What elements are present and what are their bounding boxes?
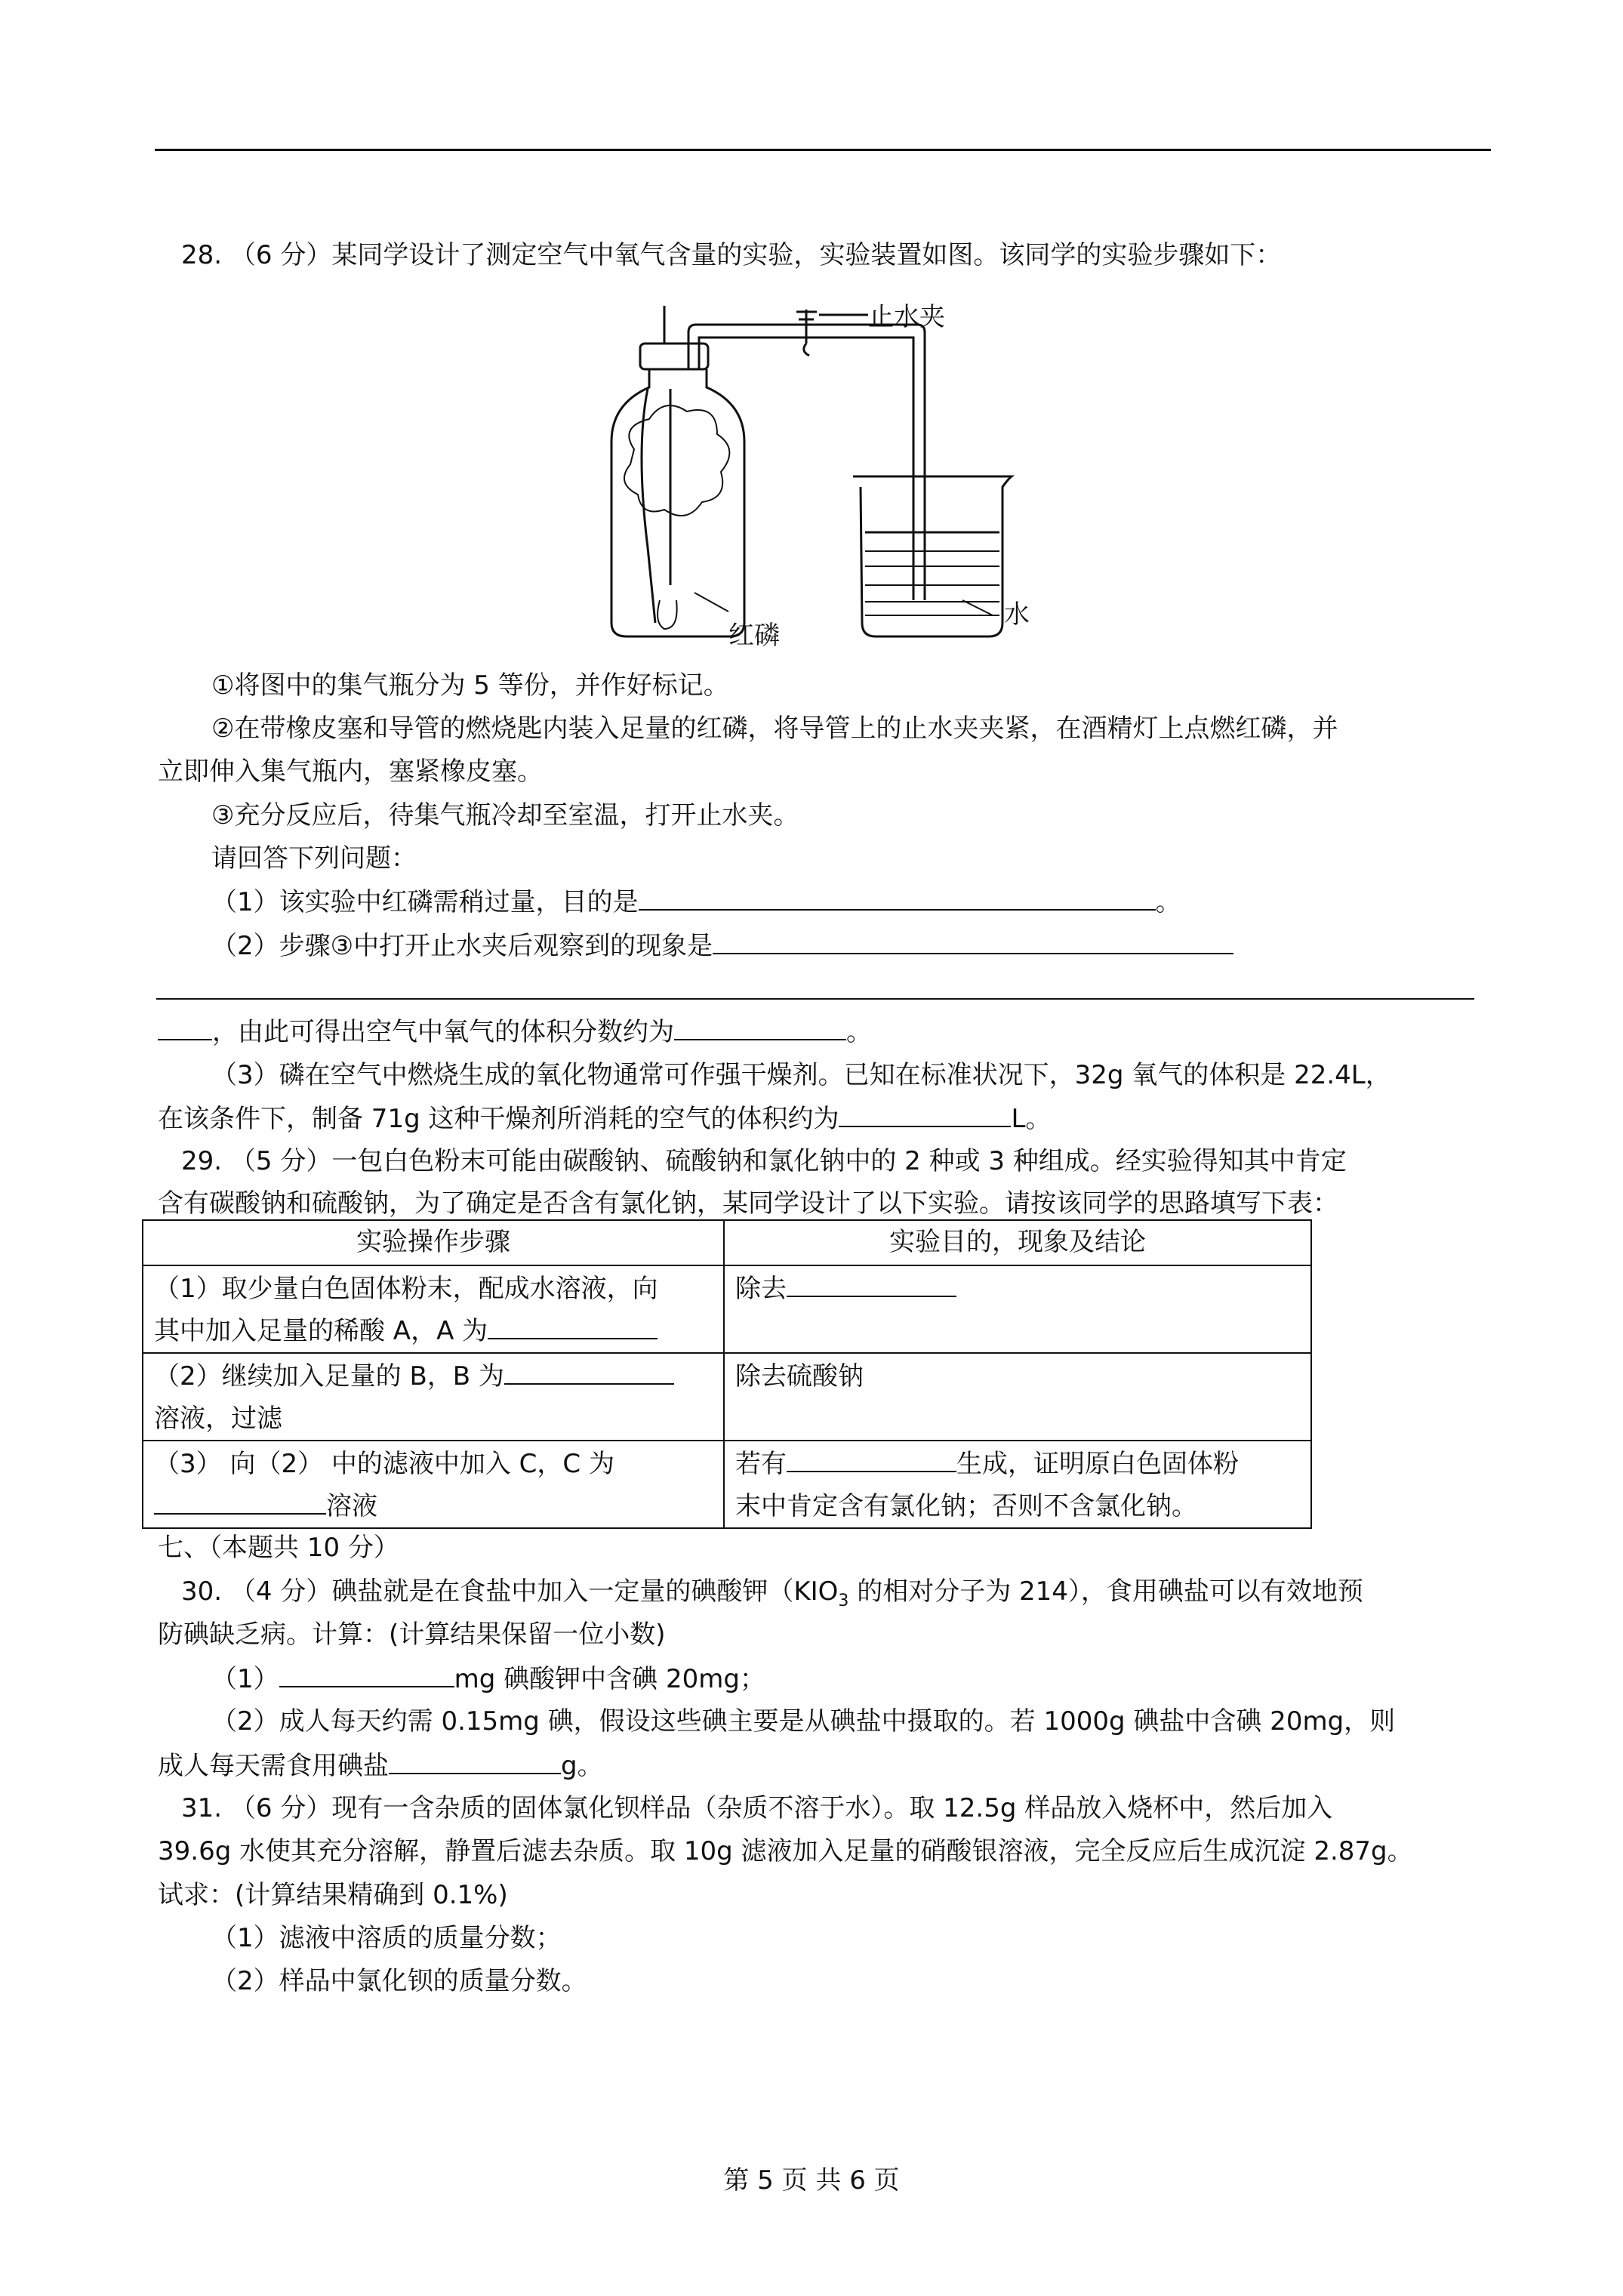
table-cell xyxy=(724,1353,1311,1441)
q28-sub2-text: （2）步骤③中打开止水夹后观察到的现象是 xyxy=(211,931,713,961)
q31-sub1: （1）滤液中溶质的质量分数； xyxy=(211,1923,562,1953)
q28-sub3b xyxy=(158,1103,1051,1134)
table-cell xyxy=(143,1353,724,1441)
answer-blank[interactable] xyxy=(389,1750,561,1774)
page-footer: 第 5 页 共 6 页 xyxy=(723,2165,900,2196)
q28-prompt: 请回答下列问题： xyxy=(211,843,417,874)
label-water: 水 xyxy=(1004,599,1030,630)
answer-blank[interactable] xyxy=(787,1448,956,1472)
q31-line1: 31. （6 分）现有一含杂质的固体氯化钡样品（杂质不溶于水）。取 12.5g 样品放入烧杯中，然后加入 xyxy=(181,1793,1333,1823)
cell-text: 若有 xyxy=(735,1449,787,1479)
experiment-table xyxy=(142,1219,1312,1529)
answer-blank[interactable] xyxy=(504,1361,674,1385)
answer-blank[interactable] xyxy=(639,886,1156,911)
q28-header: 28. （6 分）某同学设计了测定空气中氧气含量的实验，实验装置如图。该同学的实验步骤如下： xyxy=(181,240,1282,270)
q30-sub1-end: mg 碘酸钾中含碘 20mg； xyxy=(454,1664,765,1694)
cell-text: （1）取少量白色固体粉末，配成水溶液，向 xyxy=(154,1274,658,1304)
q28-step2a: ②在带橡皮塞和导管的燃烧匙内装入足量的红磷，将导管上的止水夹夹紧，在酒精灯上点燃红磷，并 xyxy=(211,713,1338,744)
q30-line1-text-end: 的相对分子为 214），食用碘盐可以有效地预 xyxy=(848,1576,1363,1607)
q30-sub2b-text: 成人每天需食用碘盐 xyxy=(158,1751,389,1781)
q28-sub2-cont xyxy=(158,1016,872,1047)
q31-line2: 39.6g 水使其充分溶解，静置后滤去杂质。取 10g 滤液加入足量的硝酸银溶液，完全反应后生成沉淀 2.87g。 xyxy=(158,1836,1413,1866)
q28-sub1 xyxy=(211,886,1181,917)
q28-step1: ①将图中的集气瓶分为 5 等份，并作好标记。 xyxy=(211,670,729,701)
cell-text: 除去硫酸钠 xyxy=(735,1361,864,1391)
cell-text: 末中肯定含有氯化钠；否则不含氯化钠。 xyxy=(735,1491,1197,1521)
answer-blank[interactable] xyxy=(839,1103,1011,1127)
q30-line1-text: 30. （4 分）碘盐就是在食盐中加入一定量的碘酸钾（KIO xyxy=(181,1576,839,1607)
header-rule xyxy=(155,149,1491,151)
cell-text: （3） 向（2） 中的滤液中加入 C，C 为 xyxy=(154,1449,614,1479)
q28-sub2 xyxy=(211,930,1233,961)
cell-text: 溶液 xyxy=(326,1491,377,1521)
answer-blank[interactable] xyxy=(488,1315,658,1339)
answer-blank[interactable] xyxy=(674,1016,846,1040)
table-cell xyxy=(724,1265,1311,1353)
q30-line2: 防碘缺乏病。计算：(计算结果保留一位小数) xyxy=(158,1620,666,1650)
answer-blank[interactable] xyxy=(787,1273,956,1297)
q28-step3: ③充分反应后，待集气瓶冷却至室温，打开止水夹。 xyxy=(211,800,799,831)
q30-line1 xyxy=(181,1576,1363,1616)
q29-line2: 含有碳酸钠和硫酸钠，为了确定是否含有氯化钠，某同学设计了以下实验。请按该同学的思路填写下表： xyxy=(158,1188,1338,1219)
q28-sub2-cont-text: ，由此可得出空气中氧气的体积分数约为 xyxy=(212,1017,674,1047)
cell-text: （2）继续加入足量的 B，B 为 xyxy=(154,1361,504,1391)
q30-sub2b xyxy=(158,1750,603,1781)
table-header: 实验目的，现象及结论 xyxy=(724,1220,1311,1265)
q30-sub2a: （2）成人每天约需 0.15mg 碘，假设这些碘主要是从碘盐中摄取的。若 1000g 碘盐中含碘 20mg，则 xyxy=(211,1706,1396,1737)
table-header: 实验操作步骤 xyxy=(143,1220,724,1265)
q29-line1: 29. （5 分）一包白色粉末可能由碳酸钠、硫酸钠和氯化钠中的 2 种或 3 种组成。经实验得知其中肯定 xyxy=(181,1146,1347,1176)
answer-blank[interactable] xyxy=(154,1490,326,1515)
q30-sub2b-end: g。 xyxy=(561,1751,603,1781)
q30-sub1-text: （1） xyxy=(211,1664,279,1694)
cell-text: 溶液，过滤 xyxy=(154,1404,282,1434)
section-heading: 七、（本题共 10 分） xyxy=(158,1533,399,1563)
q28-step2b: 立即伸入集气瓶内，塞紧橡皮塞。 xyxy=(158,757,543,787)
q30-subscript: 3 xyxy=(838,1591,849,1610)
table-header-row xyxy=(143,1220,1311,1265)
q31-sub2: （2）样品中氯化钡的质量分数。 xyxy=(211,1966,587,1996)
q28-sub1-end: 。 xyxy=(1155,887,1181,917)
cell-text: 其中加入足量的稀酸 A，A 为 xyxy=(154,1316,488,1346)
q28-sub3a: （3）磷在空气中燃烧生成的氧化物通常可作强干燥剂。已知在标准状况下，32g 氧气的体积是 22.4L， xyxy=(211,1060,1391,1090)
table-row xyxy=(143,1265,1311,1353)
table-row xyxy=(143,1441,1311,1528)
label-phosphorus: 红磷 xyxy=(728,621,780,651)
apparatus-figure xyxy=(589,298,1042,653)
table-row xyxy=(143,1353,1311,1441)
cell-text: 除去 xyxy=(735,1274,787,1304)
table-cell xyxy=(143,1265,724,1353)
q28-sub2-cont-end: 。 xyxy=(846,1017,872,1047)
table-cell xyxy=(143,1441,724,1528)
q31-line3: 试求：(计算结果精确到 0.1%) xyxy=(158,1880,508,1910)
answer-blank-fullline[interactable] xyxy=(156,998,1474,1000)
answer-blank[interactable] xyxy=(158,1016,212,1040)
answer-blank[interactable] xyxy=(279,1663,454,1687)
q28-sub1-text: （1）该实验中红磷需稍过量，目的是 xyxy=(211,887,639,917)
q30-sub1 xyxy=(211,1663,765,1694)
answer-blank[interactable] xyxy=(713,930,1233,954)
q28-sub3b-text: 在该条件下，制备 71g 这种干燥剂所消耗的空气的体积约为 xyxy=(158,1104,839,1134)
label-clamp: 止水夹 xyxy=(868,302,945,332)
table-cell xyxy=(724,1441,1311,1528)
q28-sub3b-end: L。 xyxy=(1011,1104,1052,1134)
cell-text: 生成，证明原白色固体粉 xyxy=(956,1449,1239,1479)
